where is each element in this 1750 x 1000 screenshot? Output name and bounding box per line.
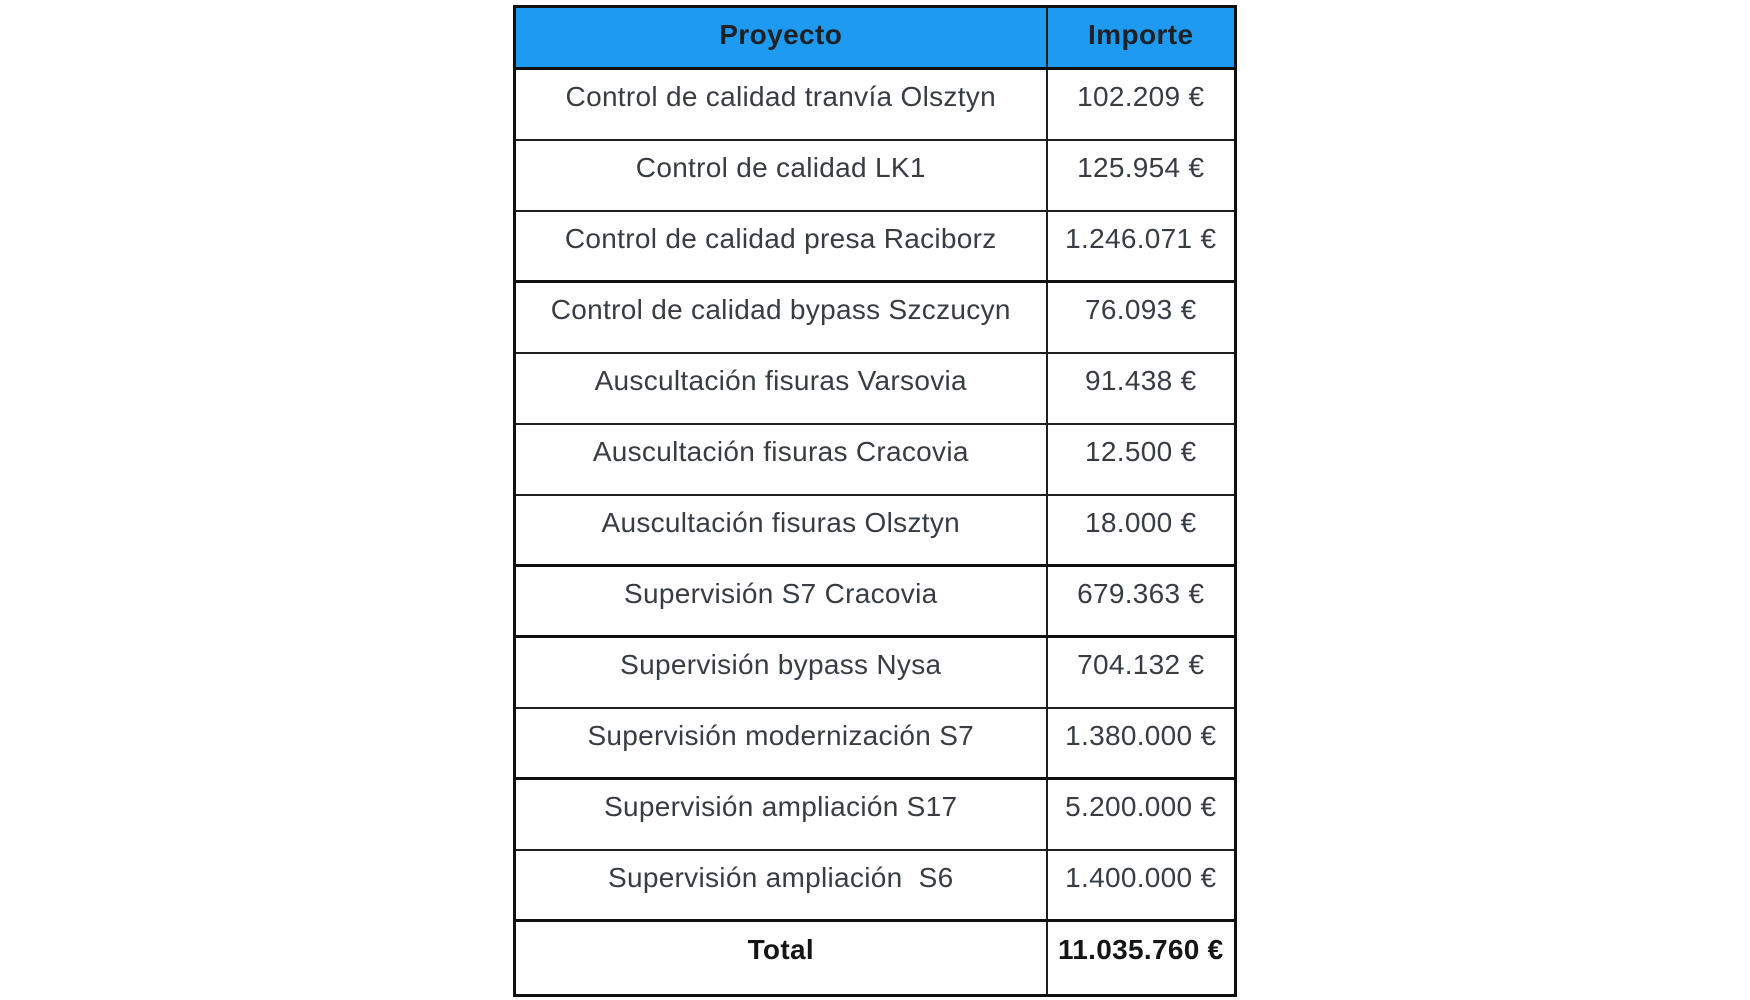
amount-cell: 1.246.071 € <box>1047 211 1236 282</box>
projects-table-container <box>513 5 1237 997</box>
project-cell: Control de calidad tranvía Olsztyn <box>515 69 1047 140</box>
table-row <box>515 708 1236 779</box>
table-row <box>515 424 1236 495</box>
column-header-importe: Importe <box>1047 7 1236 69</box>
amount-cell: 91.438 € <box>1047 353 1236 424</box>
amount-cell: 76.093 € <box>1047 282 1236 353</box>
column-header-proyecto: Proyecto <box>515 7 1047 69</box>
total-amount-cell: 11.035.760 € <box>1047 921 1236 996</box>
project-cell: Auscultación fisuras Olsztyn <box>515 495 1047 566</box>
project-cell: Supervisión bypass Nysa <box>515 637 1047 708</box>
table-body <box>515 69 1236 996</box>
project-cell: Supervisión ampliación S6 <box>515 850 1047 921</box>
amount-cell: 18.000 € <box>1047 495 1236 566</box>
amount-cell: 1.400.000 € <box>1047 850 1236 921</box>
projects-importe-table <box>513 5 1237 997</box>
header-row <box>515 7 1236 69</box>
table-row <box>515 353 1236 424</box>
project-cell: Supervisión S7 Cracovia <box>515 566 1047 637</box>
amount-cell: 679.363 € <box>1047 566 1236 637</box>
amount-cell: 704.132 € <box>1047 637 1236 708</box>
table-row <box>515 69 1236 140</box>
project-cell: Supervisión modernización S7 <box>515 708 1047 779</box>
project-cell: Auscultación fisuras Cracovia <box>515 424 1047 495</box>
table-row <box>515 282 1236 353</box>
table-row <box>515 140 1236 211</box>
amount-cell: 5.200.000 € <box>1047 779 1236 850</box>
project-cell: Supervisión ampliación S17 <box>515 779 1047 850</box>
table-row <box>515 566 1236 637</box>
table-row <box>515 637 1236 708</box>
project-cell: Auscultación fisuras Varsovia <box>515 353 1047 424</box>
project-cell: Control de calidad bypass Szczucyn <box>515 282 1047 353</box>
amount-cell: 1.380.000 € <box>1047 708 1236 779</box>
project-cell: Control de calidad presa Raciborz <box>515 211 1047 282</box>
amount-cell: 102.209 € <box>1047 69 1236 140</box>
table-row <box>515 850 1236 921</box>
table-row <box>515 779 1236 850</box>
project-cell: Control de calidad LK1 <box>515 140 1047 211</box>
table-row <box>515 495 1236 566</box>
total-label-cell: Total <box>515 921 1047 996</box>
table-row <box>515 211 1236 282</box>
amount-cell: 12.500 € <box>1047 424 1236 495</box>
table-header <box>515 7 1236 69</box>
total-row <box>515 921 1236 996</box>
amount-cell: 125.954 € <box>1047 140 1236 211</box>
